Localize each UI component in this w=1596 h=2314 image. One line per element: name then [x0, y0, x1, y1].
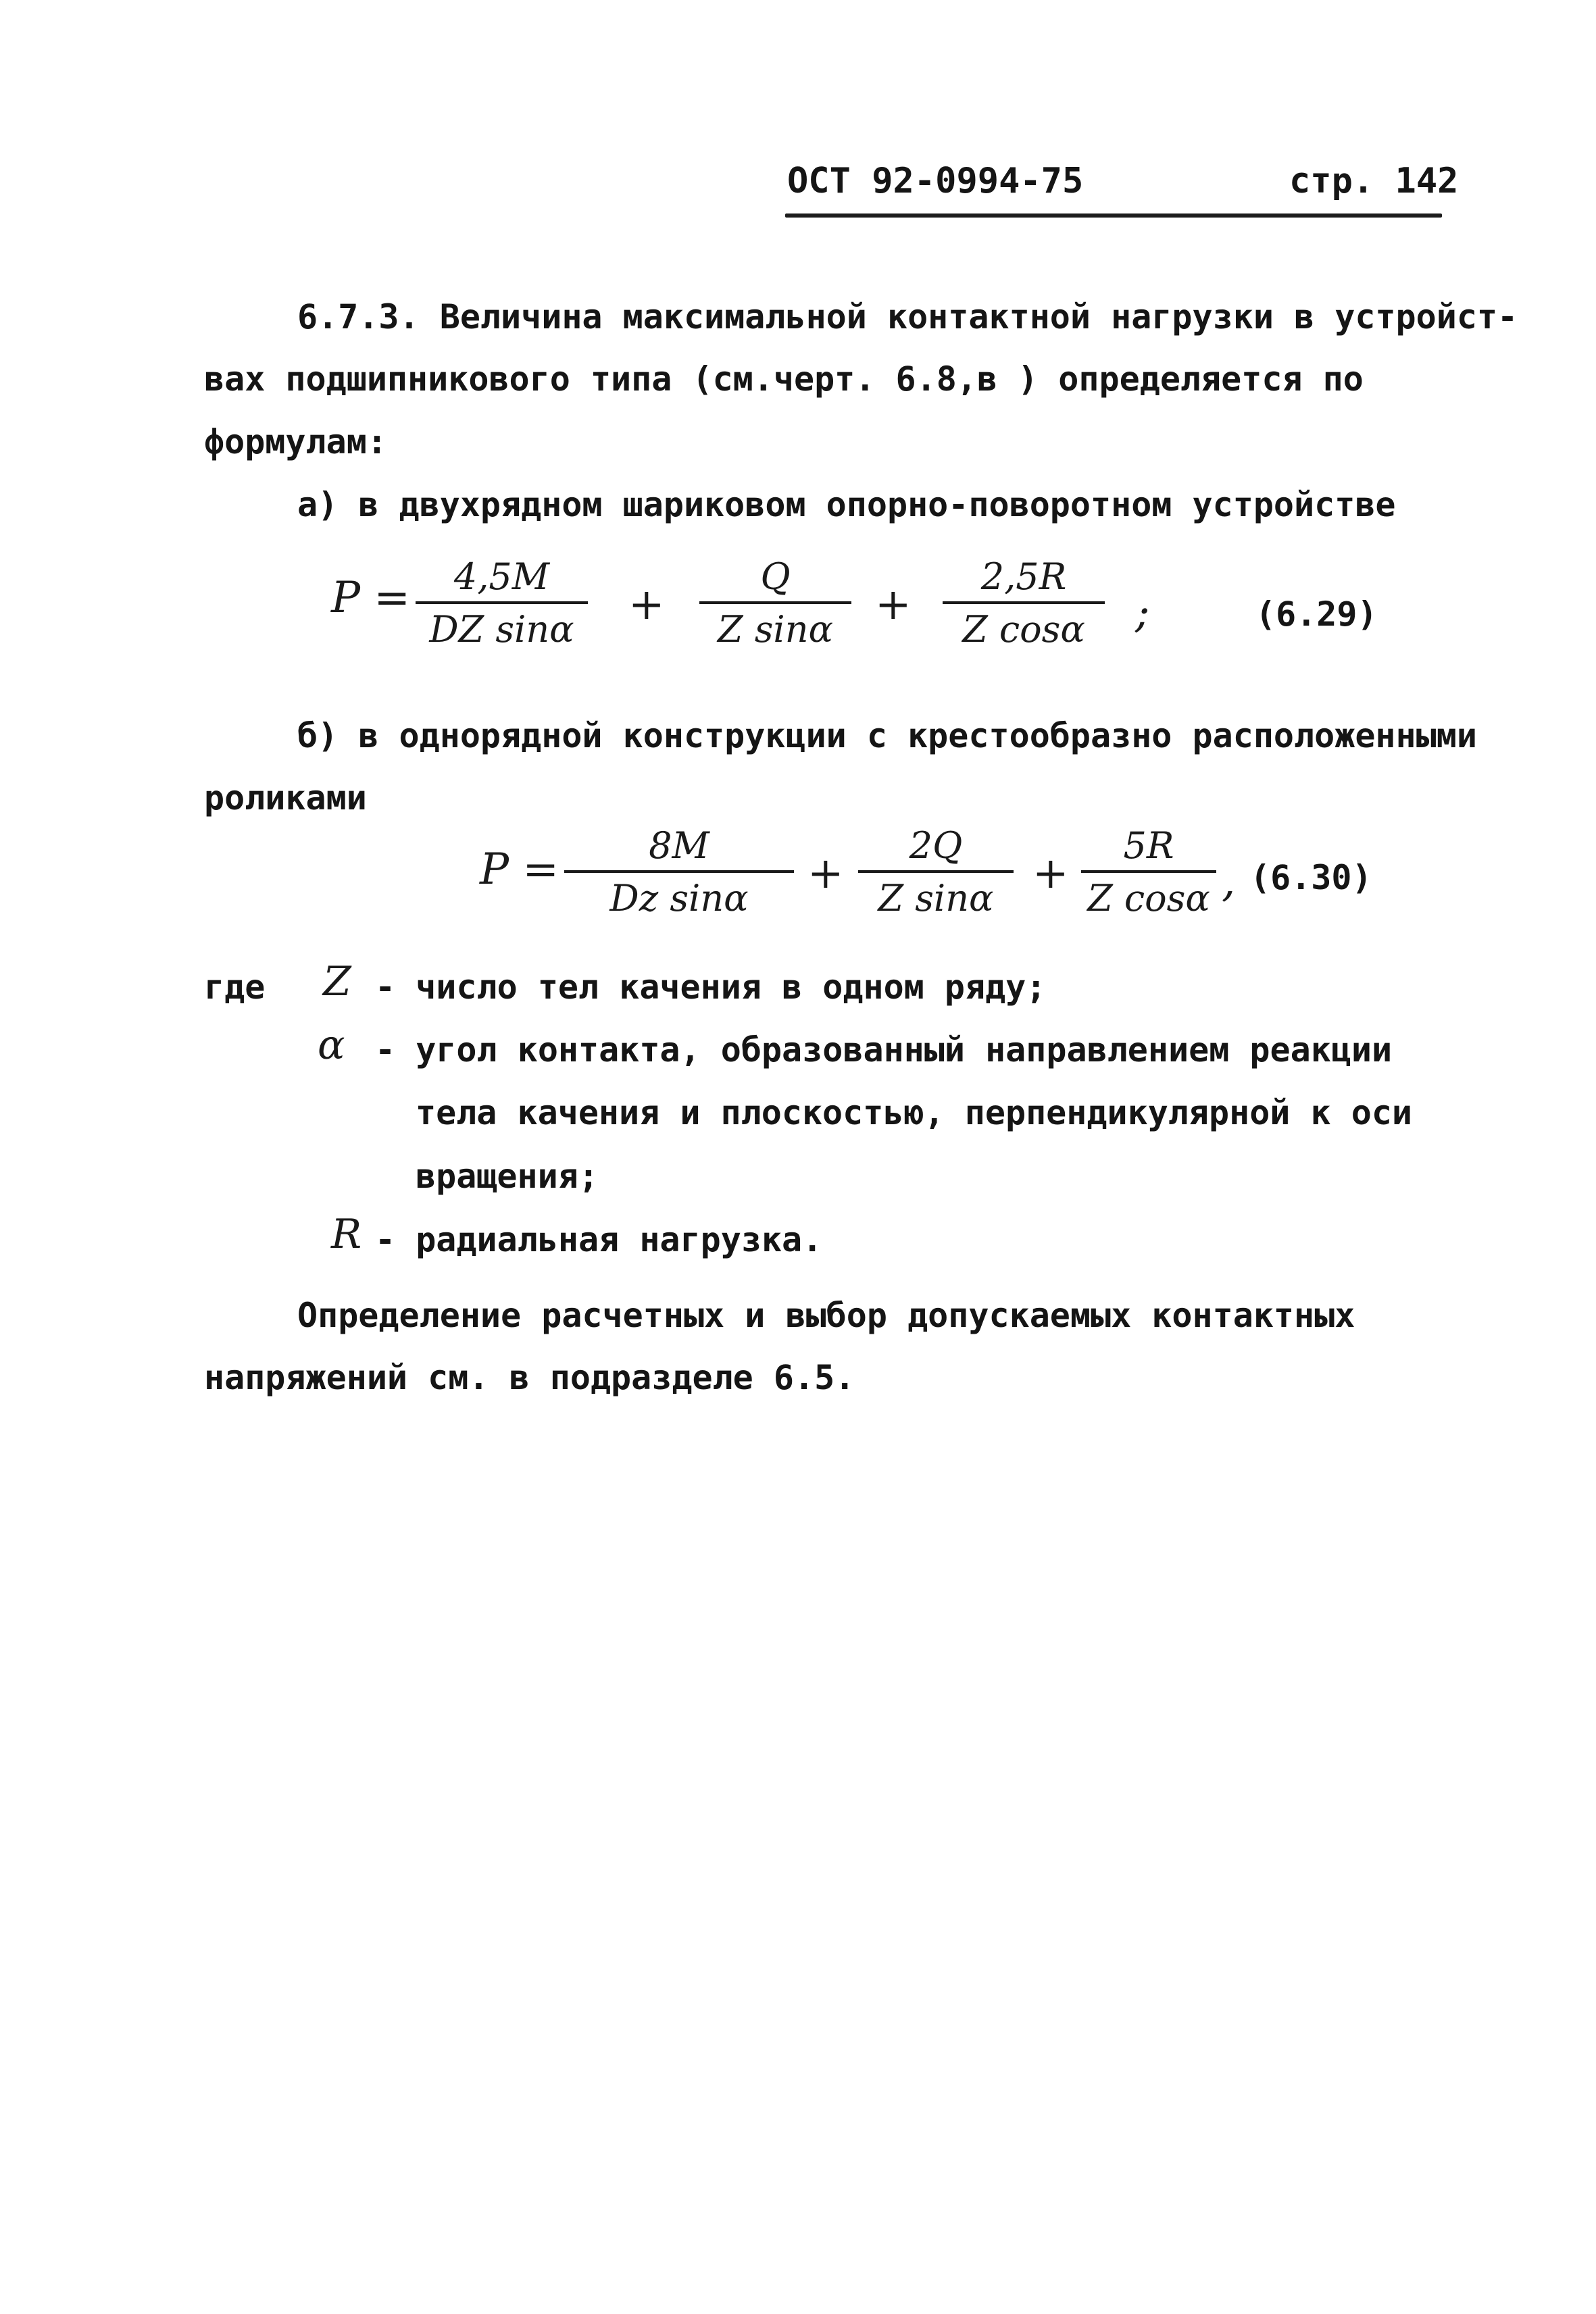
- closing-line-1: Определение расчетных и выбор допускаемых контактных: [297, 1296, 1355, 1335]
- formula-2-plus-1: +: [807, 849, 844, 899]
- formula-2-term-1: [564, 824, 794, 920]
- closing-line-2: напряжений см. в подразделе 6.5.: [204, 1358, 855, 1397]
- document-code: ОСТ 92-0994-75: [787, 161, 1084, 201]
- item-b-line-2: роликами: [204, 778, 367, 818]
- where-word: где: [204, 967, 266, 1007]
- formula-1-plus-2: +: [875, 580, 912, 630]
- formula-1-term-1-numerator: 4,5M: [453, 555, 550, 598]
- intro-line-3: формулам:: [204, 422, 387, 461]
- formula-1-term-3: [943, 555, 1105, 651]
- equation-number-6-30: (6.30): [1250, 858, 1372, 897]
- intro-line-1: 6.7.3. Величина максимальной контактной нагрузки в устройст-: [297, 297, 1518, 336]
- symbol-r: R: [331, 1211, 362, 1258]
- formula-2-lhs: P =: [480, 845, 559, 895]
- formula-1-term-2-numerator: Q: [760, 555, 791, 598]
- formula-1-term-1: [416, 555, 588, 651]
- formula-2-term-2-denominator: Z sinα: [878, 877, 994, 920]
- formula-1-term-1-denominator: DZ sinα: [429, 608, 574, 651]
- formula-1-term-2-denominator: Z sinα: [718, 608, 833, 651]
- formula-2-term-2: [858, 824, 1014, 920]
- formula-1-plus-1: +: [628, 580, 665, 630]
- formula-2-term-3-denominator: Z cosα: [1087, 877, 1210, 920]
- fraction-bar: [943, 601, 1105, 604]
- definition-alpha-line-2: тела качения и плоскостью, перпендикулярной к оси: [416, 1093, 1413, 1132]
- formula-1-term-3-denominator: Z cosα: [962, 608, 1085, 651]
- item-a-text: а) в двухрядном шариковом опорно-поворотном устройстве: [297, 485, 1396, 524]
- symbol-z: Z: [323, 958, 351, 1005]
- definition-alpha-line-3: вращения;: [416, 1157, 599, 1196]
- fraction-bar: [1081, 870, 1216, 873]
- formula-2-term-3-numerator: 5R: [1123, 824, 1174, 867]
- formula-2-term-1-denominator: Dz sinα: [609, 877, 749, 920]
- fraction-bar: [699, 601, 851, 604]
- formula-2-term-3: [1081, 824, 1216, 920]
- fraction-bar: [858, 870, 1014, 873]
- item-b-line-1: б) в однорядной конструкции с крестообразно расположенными: [297, 716, 1477, 755]
- formula-2-plus-2: +: [1032, 849, 1069, 899]
- fraction-bar: [416, 601, 588, 604]
- formula-1-lhs: P =: [331, 573, 411, 623]
- formula-2-term-2-numerator: 2Q: [909, 824, 963, 867]
- formula-2-term-1-numerator: 8M: [649, 824, 709, 867]
- formula-2-terminator: ,: [1222, 857, 1236, 907]
- symbol-alpha: α: [318, 1022, 345, 1069]
- formula-1-term-3-numerator: 2,5R: [980, 555, 1067, 598]
- page-number: стр. 142: [1289, 161, 1459, 201]
- formula-1-term-2: [699, 555, 851, 651]
- definition-r: - радиальная нагрузка.: [375, 1220, 823, 1259]
- header-underline: [785, 213, 1442, 218]
- fraction-bar: [564, 870, 794, 873]
- intro-line-2: вах подшипникового типа (см.черт. 6.8,в ) определяется по: [204, 359, 1364, 399]
- definition-z: - число тел качения в одном ряду;: [375, 967, 1047, 1007]
- formula-1-terminator: ;: [1135, 588, 1150, 638]
- definition-alpha-line-1: - угол контакта, образованный направлением реакции: [375, 1030, 1393, 1070]
- equation-number-6-29: (6.29): [1255, 595, 1378, 634]
